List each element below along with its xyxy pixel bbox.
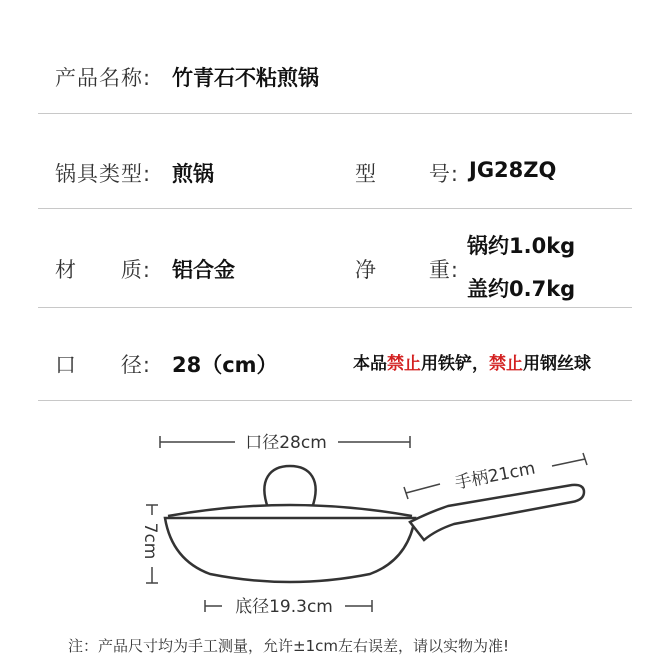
cookware-type-value: 煎锅 (172, 162, 214, 186)
lid (168, 505, 412, 516)
diameter-value: 28（cm） (172, 353, 278, 377)
mouth-diameter-text: 口径28cm (245, 433, 327, 453)
handle-length-text: 手柄21cm (453, 458, 537, 494)
material-value: 铝合金 (172, 258, 235, 282)
lid-knob (264, 466, 315, 508)
usage-notice: 本品禁止用铁铲，禁止用钢丝球 (353, 354, 591, 374)
product-name-value: 竹青石不粘煎锅 (172, 66, 319, 90)
net-weight-lid: 盖约0.7kg (467, 277, 576, 301)
net-weight-label: 净 重: (355, 258, 459, 282)
pan-body (165, 518, 415, 582)
model-value: JG28ZQ (469, 158, 557, 182)
pan-handle (410, 485, 584, 540)
model-label: 型 号: (355, 162, 459, 186)
product-name-label: 产品名称: (55, 66, 152, 90)
net-weight-pan: 锅约1.0kg (467, 234, 576, 258)
measurement-footnote: 注：产品尺寸均为手工测量，允许±1cm左右误差，请以实物为准! (68, 637, 509, 655)
cookware-type-label: 锅 具 类 型: (55, 162, 152, 186)
height-text: 7cm (140, 522, 160, 560)
base-diameter-text: 底径19.3cm (235, 597, 333, 617)
diameter-label: 口 径: (55, 353, 151, 377)
material-label: 材 质: (55, 258, 151, 282)
